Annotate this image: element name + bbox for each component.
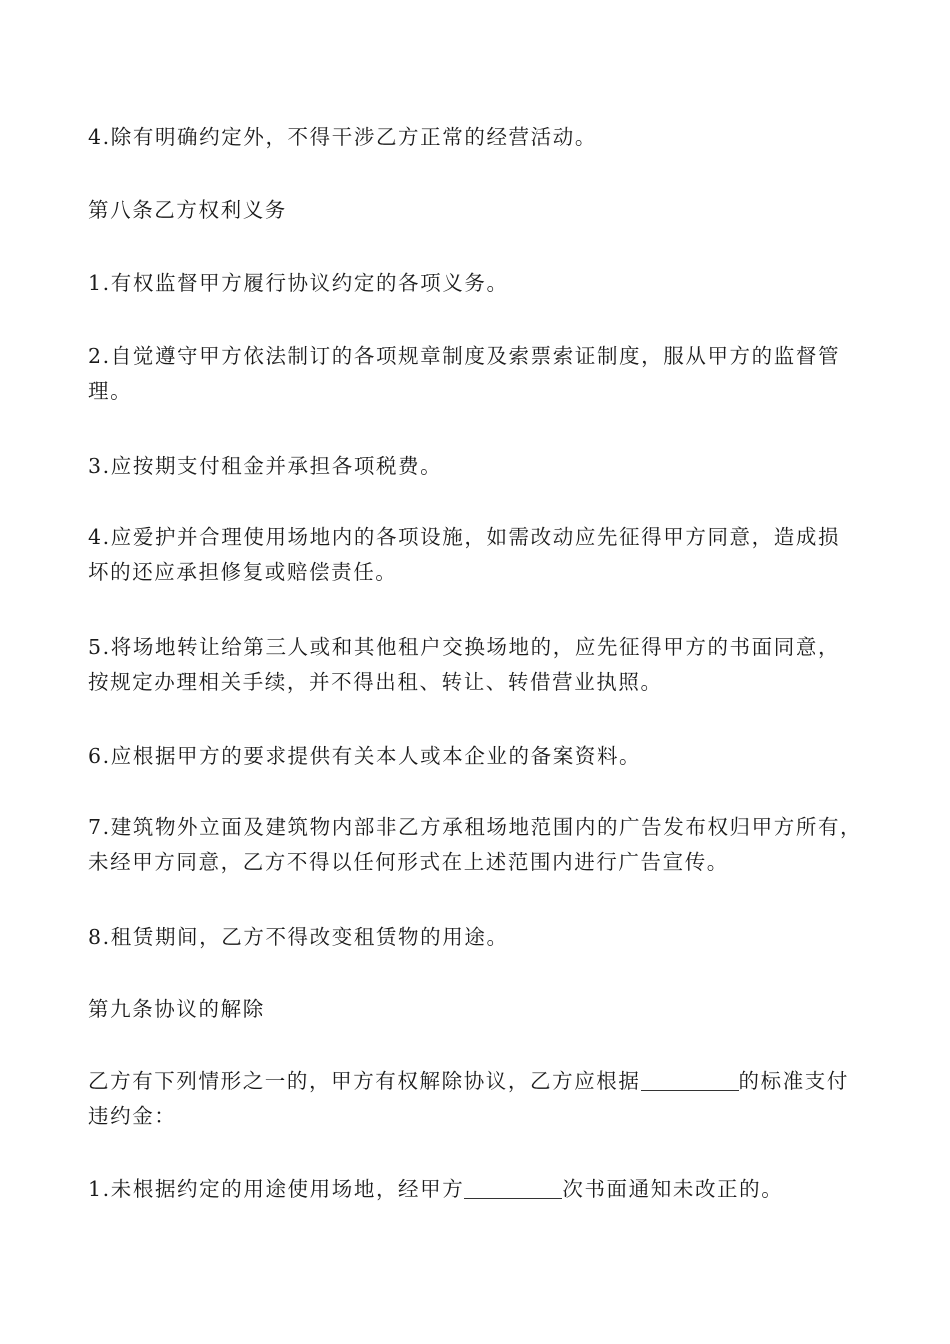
paragraph-item-3-rent [88, 449, 868, 484]
paragraph-line-2: 违约金： [88, 1104, 177, 1128]
paragraph-line-1: 2.自觉遵守甲方依法制订的各项规章制度及索票索证制度，服从甲方的监督管 [88, 344, 841, 368]
paragraph-termination-item-1 [88, 1172, 868, 1207]
paragraph-lessor-no-interference [88, 120, 868, 155]
paragraph-termination-conditions [88, 1064, 868, 1134]
paragraph-text: 8.租赁期间，乙方不得改变租赁物的用途。 [88, 925, 509, 949]
paragraph-line-2: 按规定办理相关手续，并不得出租、转让、转借营业执照。 [88, 670, 663, 694]
paragraph-line-1: 4.应爱护并合理使用场地内的各项设施，如需改动应先征得甲方同意，造成损 [88, 525, 841, 549]
paragraph-text-after-blank: 次书面通知未改正的。 [562, 1177, 784, 1201]
paragraph-item-5-transfer [88, 630, 868, 700]
paragraph-text-before-blank: 1.未根据约定的用途使用场地，经甲方 [88, 1177, 465, 1201]
paragraph-text: 1.有权监督甲方履行协议约定的各项义务。 [88, 271, 509, 295]
paragraph-item-6-records [88, 739, 868, 774]
paragraph-item-2-rules [88, 339, 868, 409]
paragraph-text: 3.应按期支付租金并承担各项税费。 [88, 454, 443, 478]
paragraph-line-1: 7.建筑物外立面及建筑物内部非乙方承租场地范围内的广告发布权归甲方所有， [88, 815, 863, 839]
paragraph-item-7-advertising [88, 810, 868, 880]
paragraph-line-2: 未经甲方同意，乙方不得以任何形式在上述范围内进行广告宣传。 [88, 850, 729, 874]
paragraph-line-2: 坏的还应承担修复或赔偿责任。 [88, 560, 398, 584]
paragraph-line-2: 理。 [88, 379, 133, 403]
heading-article-8 [88, 193, 868, 228]
paragraph-text-before-blank: 乙方有下列情形之一的，甲方有权解除协议，乙方应根据 [88, 1069, 641, 1093]
paragraph-item-1-supervise [88, 266, 868, 301]
fill-in-blank-line [464, 1178, 562, 1199]
paragraph-item-8-usage [88, 920, 868, 955]
paragraph-text: 6.应根据甲方的要求提供有关本人或本企业的备案资料。 [88, 744, 642, 768]
heading-article-9 [88, 992, 868, 1027]
heading-text: 第九条协议的解除 [88, 997, 265, 1021]
paragraph-text-after-blank: 的标准支付 [738, 1069, 849, 1093]
paragraph-line-1: 5.将场地转让给第三人或和其他租户交换场地的，应先征得甲方的书面同意， [88, 635, 841, 659]
paragraph-text: 4.除有明确约定外，不得干涉乙方正常的经营活动。 [88, 125, 597, 149]
heading-text: 第八条乙方权利义务 [88, 198, 287, 222]
paragraph-item-4-facilities [88, 520, 868, 590]
fill-in-blank-line [641, 1070, 739, 1091]
